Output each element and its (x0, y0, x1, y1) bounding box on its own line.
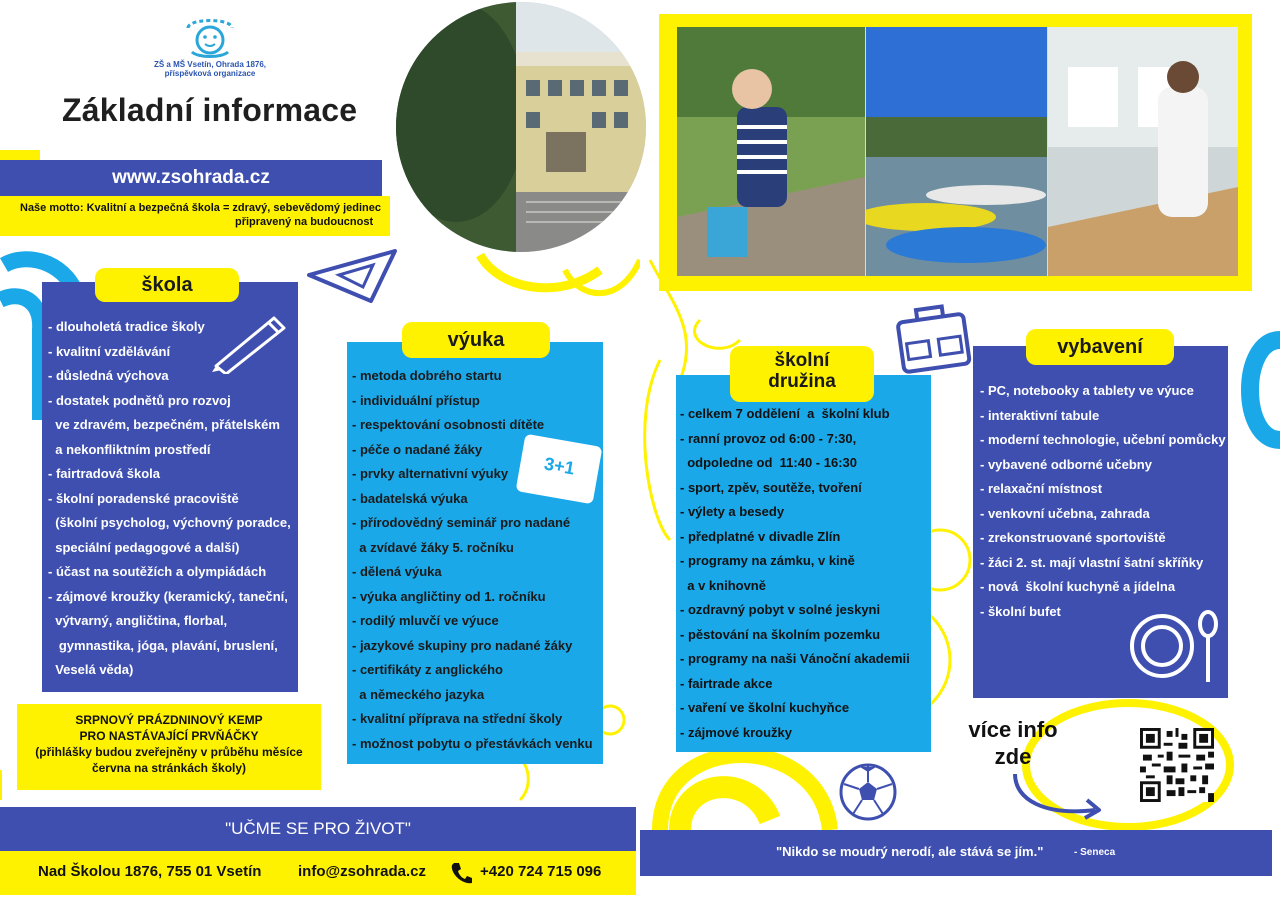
vyuka-item: a zvídavé žáky 5. ročníku (352, 539, 514, 555)
druzina-title-line1: školní (774, 350, 830, 371)
school-bag-icon (892, 300, 974, 376)
vyuka-item: - prvky alternativní výuky (352, 466, 509, 481)
plate-spoon-icon (1126, 606, 1222, 686)
skola-item: - dlouholetá tradice školy (48, 319, 205, 334)
vyuka-item: - přírodovědný seminář pro nadané (352, 515, 571, 530)
camp-box (17, 704, 321, 790)
skola-title: škola (95, 268, 239, 302)
skola-item: výtvarný, angličtina, florbal, (48, 613, 228, 628)
quote-text: "Nikdo se moudrý nerodí, ale stává se jím." (776, 844, 1044, 859)
vybaveni-title: vybavení (1026, 329, 1174, 365)
motto-line1: Naše motto: Kvalitní a bezpečná škola = zdravý, sebevědomý jedinec (20, 202, 381, 214)
more-info-line1: více info (968, 717, 1058, 742)
vyuka-item: - certifikáty z anglického (352, 662, 503, 677)
druzina-item: - ozdravný pobyt v solné jeskyni (680, 602, 881, 617)
website-link[interactable]: www.zsohrada.cz (112, 167, 270, 188)
vyuka-item: - individuální přístup (352, 392, 480, 408)
druzina-item: - předplatné v divadle Zlín (680, 528, 841, 544)
druzina-item: - fairtrade akce (680, 675, 773, 691)
druzina-item: - zájmové kroužky (680, 724, 792, 740)
lion-logo-icon (182, 14, 238, 58)
skola-item: - zájmové kroužky (keramický, taneční, (48, 588, 288, 604)
vybaveni-item: - školní bufet (980, 603, 1061, 619)
website-bar (0, 160, 382, 196)
qr-code-icon[interactable] (1140, 728, 1214, 802)
vybaveni-item: - moderní technologie, učební pomůcky (980, 432, 1226, 447)
contact-bar (0, 851, 636, 895)
vyuka-title: výuka (402, 322, 550, 358)
vybaveni-item: - nová školní kuchyně a jídelna (980, 579, 1176, 594)
quote-author: - Seneca (1074, 847, 1116, 858)
skola-item: (školní psycholog, výchovný poradce, (48, 515, 291, 530)
vyuka-item: - výuka angličtiny od 1. ročníku (352, 588, 546, 604)
vyuka-item: - badatelská výuka (352, 490, 468, 506)
phone-icon (450, 861, 472, 885)
druzina-item: - celkem 7 oddělení a školní klub (680, 406, 890, 421)
vybaveni-item: - vybavené odborné učebny (980, 456, 1152, 472)
druzina-item: - programy na naši Vánoční akademii (680, 651, 910, 666)
motto-bar (0, 196, 390, 236)
pencil-icon (208, 308, 290, 374)
school-logo (140, 14, 280, 78)
druzina-item: - pěstování na školním pozemku (680, 626, 881, 642)
logo-line2: příspěvková organizace (164, 69, 256, 78)
quote-bar (640, 830, 1272, 876)
more-info-line2: zde (994, 744, 1032, 769)
logo-line1: ZŠ a MŠ Vsetín, Ohrada 1876, (153, 60, 267, 69)
druzina-item: - ranní provoz od 6:00 - 7:30, (680, 430, 857, 446)
camp-line4: června na stránkách školy) (91, 761, 247, 775)
skola-item: - účast na soutěžích a olympiádách (48, 564, 267, 579)
page-title: Základní informace (62, 92, 358, 128)
druzina-item: odpoledne od 11:40 - 16:30 (680, 455, 857, 470)
druzina-item: - sport, zpěv, soutěže, tvoření (680, 479, 862, 495)
skola-item: - kvalitní vzdělávání (48, 343, 171, 359)
vyuka-list (352, 364, 608, 756)
vybaveni-item: - zrekonstruované sportoviště (980, 530, 1166, 545)
vyuka-item: - možnost pobytu o přestávkách venku (352, 735, 593, 751)
slogan-text: "UČME SE PRO ŽIVOT" (225, 819, 411, 838)
skola-item: - školní poradenské pracoviště (48, 490, 239, 506)
druzina-title-line2: družina (768, 371, 836, 392)
contact-email[interactable]: info@zsohrada.cz (298, 863, 426, 880)
druzina-item: - vaření ve školní kuchyňce (680, 700, 850, 715)
skola-item: - dostatek podnětů pro rozvoj (48, 392, 231, 408)
skola-item: - fairtradová škola (48, 466, 160, 481)
motto-line2: připravený na budoucnost (235, 216, 374, 228)
vyuka-item: - péče o nadané žáky (352, 441, 483, 457)
contact-phone[interactable]: +420 724 715 096 (480, 863, 602, 880)
math-board-text: 3+1 (542, 453, 577, 479)
vybaveni-item: - relaxační místnost (980, 481, 1103, 496)
camp-line1: SRPNOVÝ PRÁZDNINOVÝ KEMP (75, 713, 263, 727)
vybaveni-item: - interaktivní tabule (980, 407, 1100, 423)
vybaveni-item: - žáci 2. st. mají vlastní šatní skříňky (980, 554, 1204, 570)
arrow-icon (1005, 770, 1105, 820)
vyuka-item: - dělená výuka (352, 564, 442, 579)
druzina-list (680, 402, 936, 745)
skola-item: ve zdravém, bezpečném, přátelském (48, 417, 280, 432)
photo-rafting-boats (866, 27, 1047, 276)
skola-item: - důsledná výchova (48, 368, 169, 383)
camp-line2: PRO NASTÁVAJÍCÍ PRVŇÁČKY (79, 729, 259, 743)
contact-address: Nad Školou 1876, 755 01 Vsetín (38, 863, 262, 880)
vyuka-item: - respektování osobnosti dítěte (352, 417, 545, 432)
skola-item: a nekonfliktním prostředí (48, 441, 211, 457)
druzina-title (730, 346, 874, 402)
ruler-triangle-icon (305, 245, 401, 305)
vyuka-item: - rodilý mluvčí ve výuce (352, 613, 499, 628)
slogan-bar (0, 807, 636, 851)
druzina-item: - výlety a besedy (680, 504, 785, 519)
more-info-label (958, 716, 1068, 770)
druzina-item: a v knihovně (680, 577, 766, 593)
photo-child-playground (677, 27, 865, 276)
vyuka-item: - kvalitní příprava na střední školy (352, 711, 563, 726)
druzina-item: - programy na zámku, v kině (680, 553, 855, 568)
vyuka-item: - metoda dobrého startu (352, 368, 502, 383)
football-icon (838, 762, 898, 822)
skola-item: speciální pedagogové a další) (48, 539, 240, 555)
vybaveni-item: - PC, notebooky a tablety ve výuce (980, 383, 1194, 398)
vyuka-item: - jazykové skupiny pro nadané žáky (352, 637, 573, 653)
vybaveni-list (980, 379, 1232, 624)
photo-science-lab (1048, 27, 1238, 276)
vyuka-item: a německého jazyka (352, 686, 485, 702)
school-building-photo (396, 2, 646, 252)
vybaveni-item: - venkovní učebna, zahrada (980, 505, 1150, 521)
skola-item: gymnastika, jóga, plavání, bruslení, (48, 637, 278, 653)
camp-line3: (přihlášky budou zveřejněny v průběhu měsíce (35, 745, 303, 759)
skola-item: Veselá věda) (48, 662, 134, 677)
